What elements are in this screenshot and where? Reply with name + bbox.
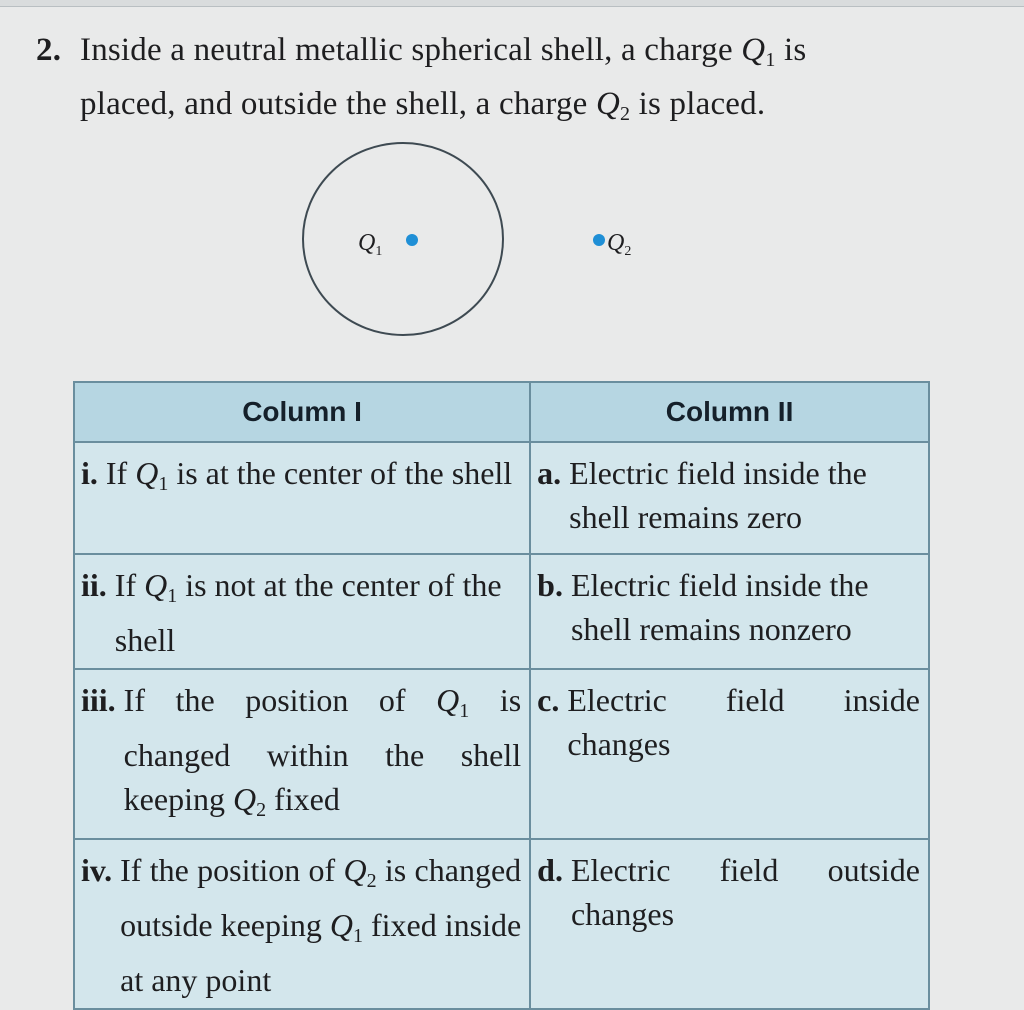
option-text: Electric field inside changes [567, 682, 920, 762]
column-ii-cell [530, 839, 929, 1009]
question-var-q2: $Q_2$ [595, 86, 631, 125]
shell-diagram [0, 0, 1024, 380]
spherical-shell [303, 143, 503, 335]
question-line1-start: Inside a neutral metallic spherical shell, a charge [80, 32, 733, 68]
question-line1-end: is [783, 32, 807, 68]
table-row [74, 442, 929, 554]
inner-charge-label: $Q_1$ [358, 230, 383, 259]
table-header-row [74, 382, 929, 442]
column-i-cell [74, 554, 530, 669]
option-text: Electric field inside the shell remains nonzero [570, 567, 869, 647]
table-row [74, 839, 929, 1009]
column-ii-cell [530, 669, 929, 839]
item-text: If $Q_1$ is not at the center of the shell [114, 567, 502, 658]
column-ii-cell [530, 442, 929, 554]
option-label: b. [537, 567, 563, 603]
item-text: If the position of $Q_2$ is changed outside keeping $Q_1$ fixed inside at any point [120, 852, 522, 998]
question-var-q1: $Q_1$ [741, 32, 776, 71]
option-label: d. [537, 852, 563, 888]
item-label: ii. [81, 567, 107, 603]
column-i-cell [74, 442, 530, 554]
outer-charge-label: $Q_2$ [607, 230, 632, 259]
item-label: i. [81, 455, 98, 491]
column-i-cell [74, 839, 530, 1009]
question-number: 2. [36, 32, 62, 68]
option-text: Electric field outside changes [570, 852, 920, 932]
option-label: c. [537, 682, 560, 718]
table-row [74, 669, 929, 839]
item-label: iii. [81, 682, 116, 718]
table-row [74, 554, 929, 669]
column-ii-cell [530, 554, 929, 669]
item-text: If the position of $Q_1$ is changed within the shell keeping $Q_2$ fixed [123, 682, 522, 821]
option-text: Electric field inside the shell remains zero [569, 455, 867, 535]
item-text: If $Q_1$ is at the center of the shell [105, 455, 513, 495]
matching-table [73, 381, 930, 1010]
option-label: a. [537, 455, 562, 491]
column-ii-header: Column II [530, 382, 929, 442]
question-line2: placed, and outside the shell, a charge $Q_2$ is placed. [80, 86, 766, 125]
column-i-header: Column I [74, 382, 530, 442]
column-i-cell [74, 669, 530, 839]
outer-charge-dot [593, 234, 605, 246]
inner-charge-dot [406, 234, 418, 246]
item-label: iv. [81, 852, 113, 888]
